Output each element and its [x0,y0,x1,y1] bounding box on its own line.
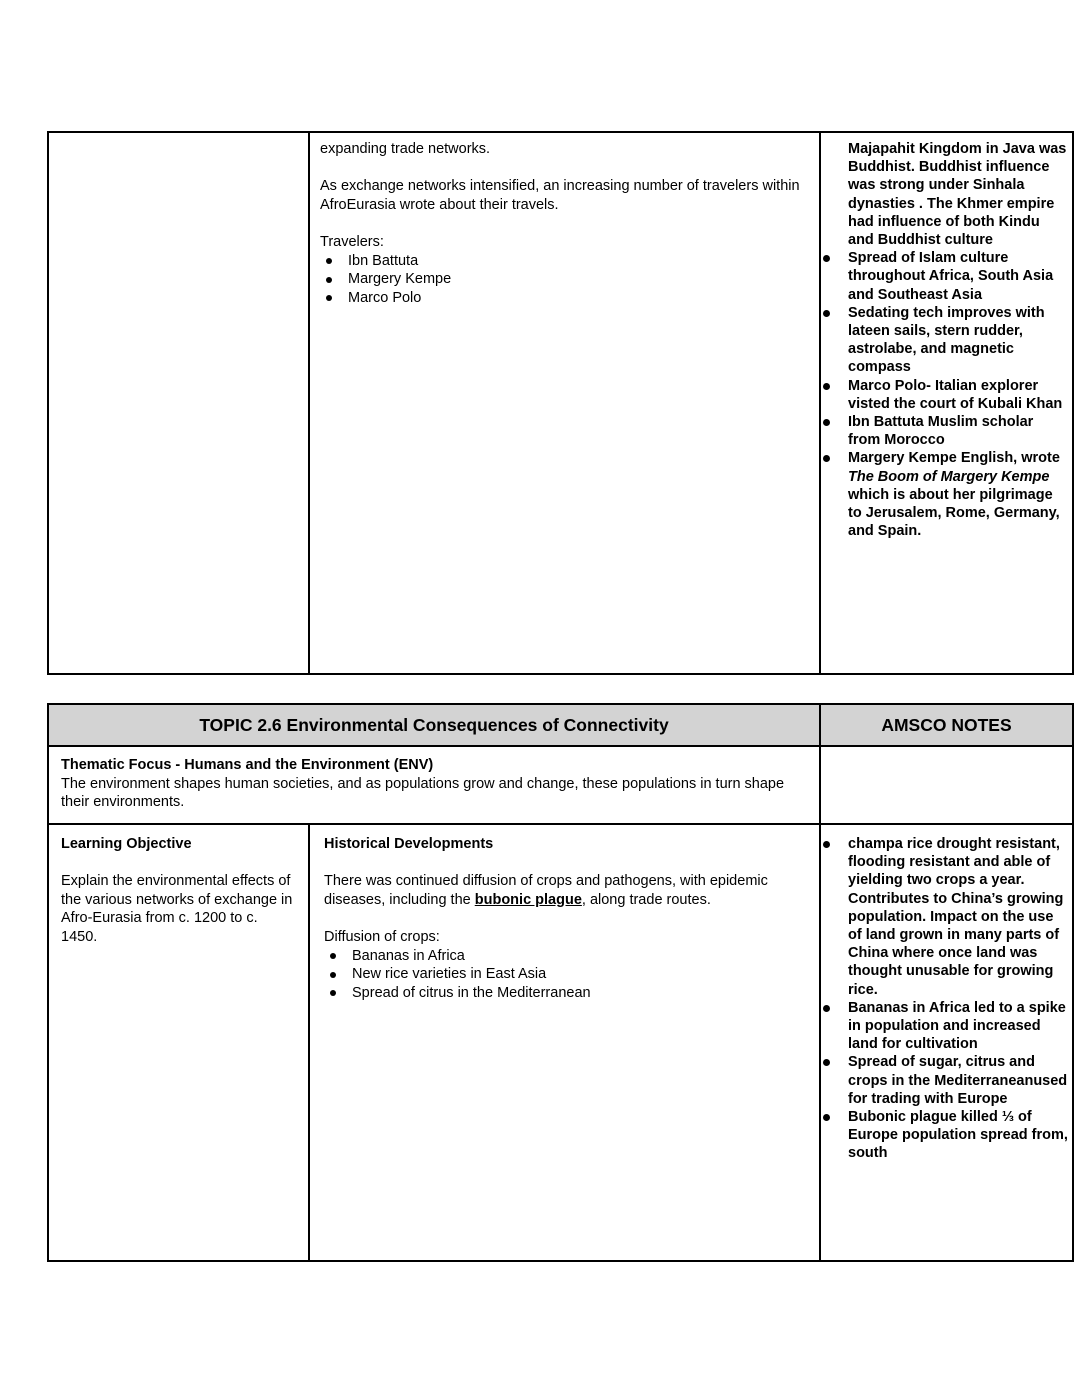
amsco-notes-list [821,835,1068,1163]
amsco-notes-list [821,140,1068,540]
historical-developments-title: Historical Developments [324,836,494,852]
historical-developments-cell [308,825,819,1260]
thematic-focus-cell [49,747,819,825]
bubonic-plague-emphasis: bubonic plague [474,891,582,908]
note-item-continuation: Majapahit Kingdom in Java was Buddhist. Buddhist influence was strong under Sinhala dynasties . The Khmer empire had influence of both Kindu and Buddhist culture [848,141,1067,249]
crops-list-title: Diffusion of crops: [324,928,440,945]
thematic-focus-notes-cell [819,747,1072,825]
crops-list [324,947,805,1003]
crop-item: Spread of citrus in the Mediterranean [324,984,805,1003]
topic-header-cell [49,705,819,747]
amsco-notes-header-cell [819,705,1072,747]
book-title-italic: The Boom of Margery Kempe [848,468,1050,485]
note-item: Bananas in Africa led to a spike in population and increased land for cultivation [821,999,1068,1054]
thematic-focus-title: Thematic Focus - Humans and the Environment (ENV) [61,757,434,773]
traveler-item: Margery Kempe [320,270,805,289]
learning-objective-body: Explain the environmental effects of the various networks of exchange in Afro-Eurasia from c. 1200 to c. 1450. [61,873,293,945]
note-item: Bubonic plague killed ⅓ of Europe population spread from, south [821,1108,1068,1163]
note-item-margery [821,449,1068,540]
paragraph: expanding trade networks. [320,141,491,157]
paragraph-text: There was continued diffusion of crops and pathogens, with epidemic diseases, including the [324,873,768,908]
crop-item: Bananas in Africa [324,947,805,966]
topic-title: TOPIC 2.6 Environmental Consequences of Connectivity [199,714,669,735]
paragraph-text: , along trade routes. [581,891,711,908]
traveler-item: Marco Polo [320,289,805,308]
topic-table [47,703,1074,1262]
note-item: Ibn Battuta Muslim scholar from Morocco [821,413,1068,449]
learning-objective-title: Learning Objective [61,836,192,852]
continuation-developments-cell [308,133,819,673]
note-text: Margery Kempe English, wrote [848,450,1060,467]
thematic-focus-body: The environment shapes human societies, and as populations grow and change, these populations in turn shape their environments. [61,775,785,811]
learning-objective-cell [49,825,308,1260]
continuation-amsco-notes-cell [819,133,1072,673]
note-text: which is about her pilgrimage to Jerusalem, Rome, Germany, and Spain. [848,486,1060,540]
crop-item: New rice varieties in East Asia [324,965,805,984]
note-item: Spread of Islam culture throughout Africa, South Asia and Southeast Asia [821,249,1068,304]
note-item: champa rice drought resistant, flooding resistant and able of yielding two crops a year. Contributes to China’s growing population. Impact on the use of land grown in many parts of China where once land was thought unusable for growing rice. [821,835,1068,999]
continuation-table [47,131,1074,675]
note-item: Spread of sugar, citrus and crops in the Mediterraneanused for trading with Europe [821,1053,1068,1108]
paragraph: As exchange networks intensified, an increasing number of travelers within AfroEurasia wrote about their travels. [320,178,800,213]
travelers-list-title: Travelers: [320,233,384,250]
historical-developments-paragraph [324,872,805,909]
continuation-empty-cell [49,133,308,673]
amsco-notes-title: AMSCO NOTES [881,714,1012,735]
note-item: Marco Polo- Italian explorer visted the court of Kubali Khan [821,377,1068,413]
topic-amsco-notes-cell [819,825,1072,1260]
traveler-item: Ibn Battuta [320,252,805,271]
note-item: Sedating tech improves with lateen sails, stern rudder, astrolabe, and magnetic compass [821,304,1068,377]
travelers-list [320,252,805,308]
